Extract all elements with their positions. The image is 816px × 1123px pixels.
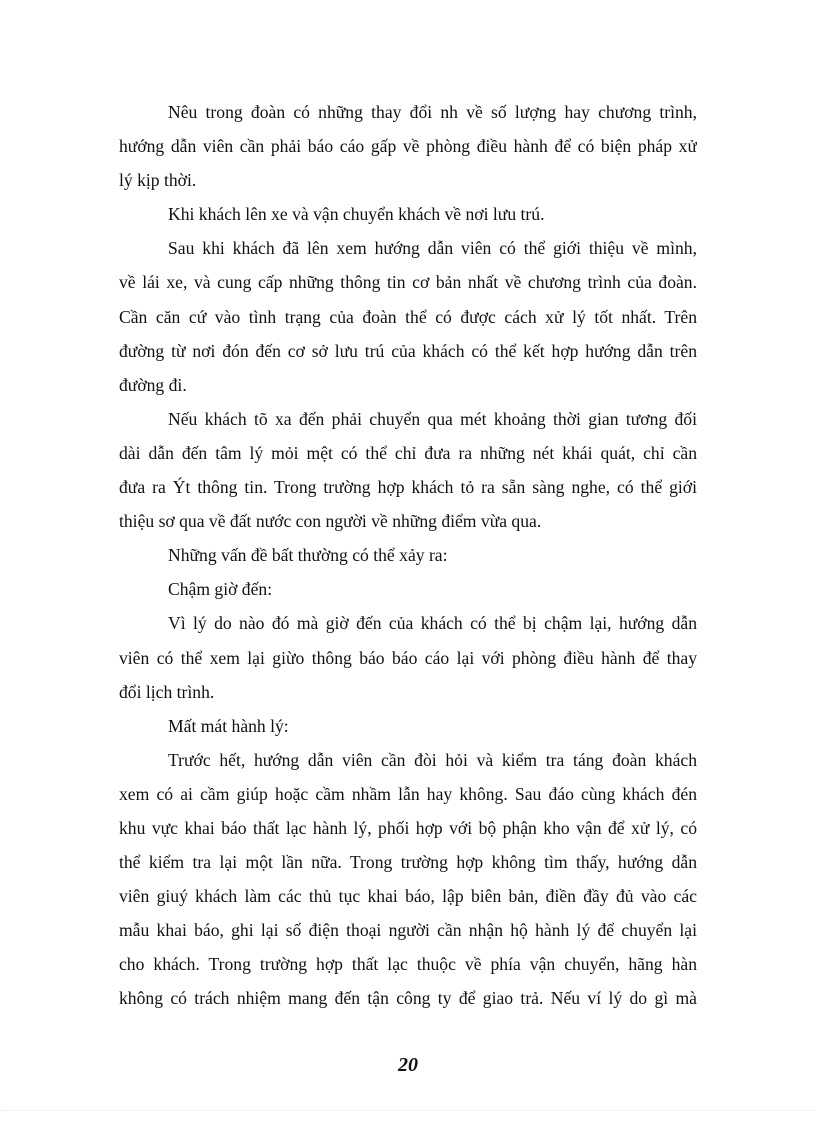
- text-line: viên có thể xem lại giừo thông báo báo cáo lại với phòng điều hành để thay: [119, 647, 697, 668]
- text-line: về lái xe, và cung cấp những thông tin cơ bản nhất về chương trình của đoàn.: [119, 272, 697, 293]
- text-line: dài dẫn đến tâm lý mỏi mệt có thể chỉ đưa ra những nét khái quát, chỉ cần: [119, 442, 697, 463]
- text-line: Trước hết, hướng dẫn viên cần đòi hỏi và kiểm tra táng đoàn khách: [168, 749, 697, 770]
- text-line: đường từ nơi đón đến cơ sở lưu trú của khách có thể kết hợp hướng dẫn trên: [119, 340, 697, 361]
- text-line: lý kịp thời.: [119, 170, 197, 191]
- page-number: 20: [398, 1054, 418, 1076]
- text-line: đổi lịch trình.: [119, 681, 215, 702]
- text-line: Cần căn cứ vào tình trạng của đoàn thể có được cách xử lý tốt nhất. Trên: [119, 306, 697, 327]
- text-line: thể kiểm tra lại một lần nữa. Trong trường hợp không tìm thấy, hướng dẫn: [119, 852, 697, 873]
- text-line: hướng dẫn viên cần phải báo cáo gấp về phòng điều hành để có biện pháp xử: [119, 136, 697, 157]
- text-line: mẫu khai báo, ghi lại số điện thoại người cần nhận hộ hành lý để chuyển lại: [119, 920, 697, 941]
- text-line: viên giuý khách làm các thủ tục khai báo, lập biên bản, điền đầy đủ vào các: [119, 886, 697, 907]
- text-line: Khi khách lên xe và vận chuyển khách về nơi lưu trú.: [168, 204, 545, 225]
- text-line: đưa ra Ýt thông tin. Trong trường hợp khách tỏ ra sẵn sàng nghe, có thể giới: [119, 477, 697, 498]
- text-line: Mất mát hành lý:: [168, 715, 289, 736]
- text-line: cho khách. Trong trường hợp thất lạc thuộc về phía vận chuyển, hãng hàn: [119, 954, 697, 975]
- text-line: Vì lý do nào đó mà giờ đến của khách có thể bị chậm lại, hướng dẫn: [168, 613, 697, 634]
- text-line: Nêu trong đoàn có những thay đổi nh về số lượng hay chương trình,: [168, 102, 697, 122]
- body-text: [119, 95, 697, 1016]
- text-line: Sau khi khách đã lên xem hướng dẫn viên có thể giới thiệu về mình,: [168, 238, 697, 259]
- text-line: Chậm giờ đến:: [168, 579, 273, 600]
- text-line: Những vấn đề bất thường có thể xảy ra:: [168, 545, 448, 566]
- text-line: khu vực khai báo thất lạc hành lý, phối hợp với bộ phận kho vận để xử lý, có: [119, 817, 697, 838]
- text-line: Nếu khách tõ xa đến phải chuyển qua mét khoảng thời gian tương đối: [168, 408, 697, 429]
- text-line: xem có ai cầm giúp hoặc cầm nhầm lẫn hay không. Sau đáo cùng khách đén: [119, 783, 697, 804]
- text-line: thiệu sơ qua về đất nước con người về những điểm vừa qua.: [119, 511, 542, 532]
- text-line: đường đi.: [119, 374, 187, 395]
- text-line: không có trách nhiệm mang đến tận công ty để giao trả. Nếu ví lý do gì mà: [119, 988, 697, 1009]
- footer-divider: [0, 1110, 816, 1111]
